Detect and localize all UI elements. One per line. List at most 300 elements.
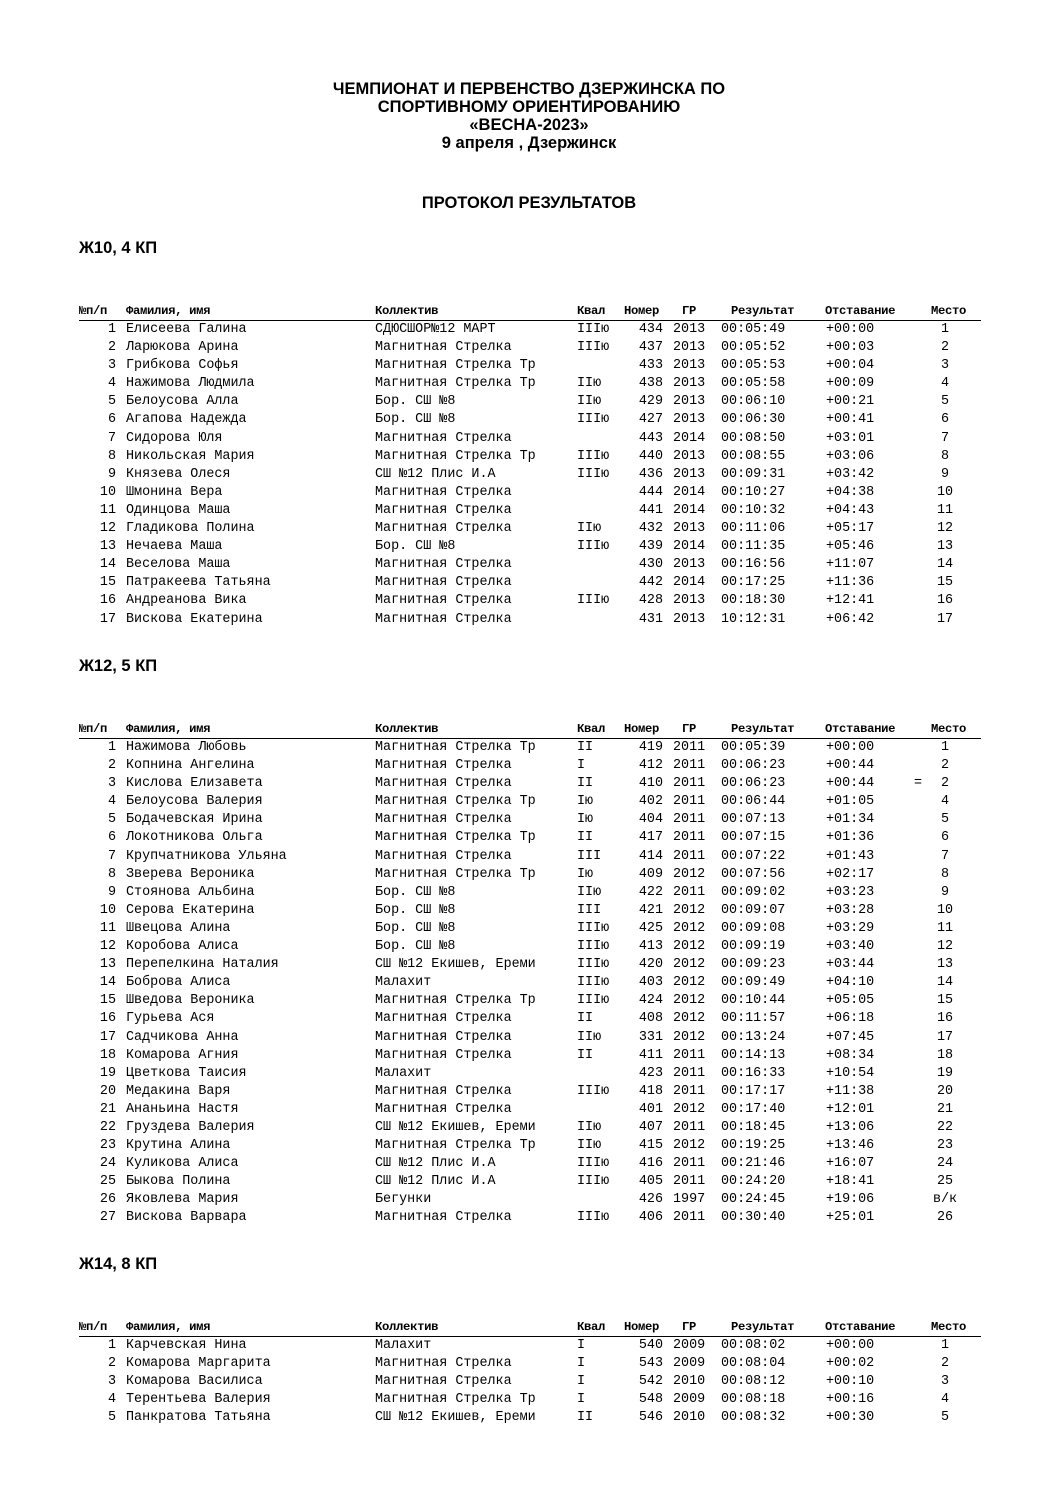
row-number: 25 — [99, 1174, 116, 1190]
time-behind: +01:34 — [826, 812, 875, 828]
club-name: Магнитная Стрелка Тр — [375, 1392, 536, 1408]
result-time: 00:17:25 — [721, 575, 786, 591]
bib-number: 434 — [638, 322, 663, 337]
header-club: Коллектив — [375, 304, 439, 318]
table-row — [79, 484, 981, 502]
time-behind: +03:28 — [826, 902, 875, 918]
header-behind: Отставание — [825, 304, 896, 318]
result-time: 00:07:15 — [721, 830, 786, 846]
athlete-name: Терентьева Валерия — [126, 1392, 271, 1408]
time-behind: +19:06 — [826, 1192, 875, 1208]
table-row — [79, 611, 981, 629]
bib-number: 438 — [638, 376, 663, 392]
bib-number: 418 — [638, 1083, 663, 1099]
qualification: IIю — [577, 376, 602, 392]
club-name: Малахит — [375, 975, 432, 991]
athlete-name: Агапова Надежда — [126, 412, 247, 428]
birth-year: 2013 — [673, 557, 706, 573]
qualification: IIIю — [577, 920, 610, 936]
bib-number: 433 — [638, 358, 663, 374]
place: 10 — [936, 484, 954, 500]
time-behind: +00:09 — [826, 376, 875, 392]
club-name: СШ №12 Плис И.А — [375, 1174, 496, 1190]
result-time: 00:05:58 — [721, 376, 786, 392]
club-name: Малахит — [375, 1065, 432, 1081]
birth-year: 2014 — [673, 430, 706, 446]
birth-year: 2011 — [673, 1119, 706, 1135]
athlete-name: Андреанова Вика — [126, 593, 247, 609]
athlete-name: Крупчатникова Ульяна — [126, 848, 287, 864]
row-number: 2 — [107, 1356, 116, 1372]
bib-number: 546 — [638, 1410, 663, 1426]
results-table — [79, 1319, 981, 1427]
header-result: Результат — [731, 722, 795, 736]
club-name: Магнитная Стрелка — [375, 1101, 512, 1117]
table-row — [79, 375, 981, 393]
club-name: Магнитная Стрелка Тр — [375, 794, 536, 810]
row-number: 16 — [99, 1011, 116, 1027]
athlete-name: Крутина Алина — [126, 1138, 231, 1154]
table-row — [79, 1083, 981, 1101]
result-time: 00:08:04 — [721, 1356, 786, 1372]
birth-year: 2011 — [673, 740, 706, 755]
row-number: 18 — [99, 1047, 116, 1063]
club-name: СШ №12 Екишев, Ереми — [375, 1410, 536, 1426]
header-bib: Номер — [624, 304, 660, 318]
result-time: 00:18:30 — [721, 593, 786, 609]
place: 1 — [940, 322, 950, 337]
row-number: 4 — [107, 1392, 116, 1408]
row-number: 26 — [99, 1192, 116, 1208]
result-time: 00:17:40 — [721, 1101, 786, 1117]
header-bib: Номер — [624, 722, 660, 736]
club-name: Бор. СШ №8 — [375, 412, 456, 428]
time-behind: +02:17 — [826, 866, 875, 882]
qualification: II — [577, 776, 594, 792]
club-name: Магнитная Стрелка — [375, 593, 512, 609]
athlete-name: Ларюкова Арина — [126, 340, 239, 356]
bib-number: 415 — [638, 1138, 663, 1154]
table-row — [79, 574, 981, 592]
result-time: 10:12:31 — [721, 611, 786, 627]
qualification: I — [577, 1392, 586, 1408]
athlete-name: Кислова Елизавета — [126, 776, 263, 792]
birth-year: 2011 — [673, 1047, 706, 1063]
row-number: 4 — [107, 376, 116, 392]
bib-number: 428 — [638, 593, 663, 609]
athlete-name: Сидорова Юля — [126, 430, 223, 446]
qualification: IIIю — [577, 939, 610, 955]
result-time: 00:08:02 — [721, 1338, 786, 1353]
birth-year: 2011 — [673, 794, 706, 810]
result-time: 00:07:22 — [721, 848, 786, 864]
place: 13 — [936, 957, 954, 973]
table-row — [79, 992, 981, 1010]
bib-number: 414 — [638, 848, 663, 864]
time-behind: +00:30 — [826, 1410, 875, 1426]
result-time: 00:08:55 — [721, 448, 786, 464]
athlete-name: Никольская Мария — [126, 448, 255, 464]
header-place: Место — [931, 304, 967, 318]
time-behind: +00:00 — [826, 1338, 875, 1353]
club-name: Магнитная Стрелка — [375, 1356, 512, 1372]
birth-year: 2013 — [673, 593, 706, 609]
row-number: 24 — [99, 1156, 116, 1172]
birth-year: 2013 — [673, 322, 706, 337]
club-name: Магнитная Стрелка — [375, 484, 512, 500]
result-time: 00:06:23 — [721, 758, 786, 774]
table-row — [79, 430, 981, 448]
table-row — [79, 520, 981, 538]
athlete-name: Патракеева Татьяна — [126, 575, 271, 591]
club-name: Магнитная Стрелка — [375, 812, 512, 828]
birth-year: 2011 — [673, 758, 706, 774]
club-name: Магнитная Стрелка — [375, 430, 512, 446]
athlete-name: Швецова Алина — [126, 920, 231, 936]
time-behind: +00:10 — [826, 1374, 875, 1390]
row-number: 11 — [99, 502, 116, 518]
athlete-name: Нажимова Людмила — [126, 376, 255, 392]
bib-number: 404 — [638, 812, 663, 828]
result-time: 00:17:17 — [721, 1083, 786, 1099]
group-title: Ж14, 8 КП — [79, 1255, 158, 1273]
qualification: I — [577, 758, 586, 774]
time-behind: +03:42 — [826, 466, 875, 482]
time-behind: +03:40 — [826, 939, 875, 955]
table-row — [79, 1173, 981, 1191]
birth-year: 2011 — [673, 848, 706, 864]
place: 12 — [936, 521, 954, 537]
row-number: 13 — [99, 957, 116, 973]
place: 18 — [936, 1047, 954, 1063]
bib-number: 410 — [638, 776, 663, 792]
birth-year: 2013 — [673, 448, 706, 464]
qualification: II — [577, 1047, 594, 1063]
time-behind: +11:36 — [826, 575, 875, 591]
result-time: 00:08:32 — [721, 1410, 786, 1426]
result-time: 00:24:20 — [721, 1174, 786, 1190]
time-behind: +06:42 — [826, 611, 875, 627]
club-name: Магнитная Стрелка — [375, 1083, 512, 1099]
bib-number: 413 — [638, 939, 663, 955]
qualification: Iю — [577, 866, 594, 882]
birth-year: 2012 — [673, 957, 706, 973]
table-row — [79, 974, 981, 992]
athlete-name: Комарова Агния — [126, 1047, 239, 1063]
header-year: ГР — [682, 1320, 697, 1334]
place: 8 — [940, 866, 950, 882]
athlete-name: Быкова Полина — [126, 1174, 231, 1190]
athlete-name: Боброва Алиса — [126, 975, 231, 991]
athlete-name: Белоусова Валерия — [126, 794, 263, 810]
table-row — [79, 1137, 981, 1155]
athlete-name: Елисеева Галина — [126, 322, 247, 337]
result-time: 00:05:39 — [721, 740, 786, 755]
athlete-name: Ананьина Настя — [126, 1101, 239, 1117]
result-time: 00:05:53 — [721, 358, 786, 374]
time-behind: +11:07 — [826, 557, 875, 573]
athlete-name: Князева Олеся — [126, 466, 231, 482]
birth-year: 2011 — [673, 812, 706, 828]
club-name: Малахит — [375, 1338, 432, 1353]
athlete-name: Гладикова Полина — [126, 521, 255, 537]
qualification: I — [577, 1374, 586, 1390]
birth-year: 2009 — [673, 1338, 706, 1353]
table-row — [79, 884, 981, 902]
table-row — [79, 902, 981, 920]
club-name: Магнитная Стрелка — [375, 1011, 512, 1027]
time-behind: +07:45 — [826, 1029, 875, 1045]
time-behind: +11:38 — [826, 1083, 875, 1099]
bib-number: 432 — [638, 521, 663, 537]
birth-year: 2011 — [673, 830, 706, 846]
birth-year: 2010 — [673, 1410, 706, 1426]
club-name: Бегунки — [375, 1192, 432, 1208]
table-row — [79, 1373, 981, 1391]
bib-number: 403 — [638, 975, 663, 991]
birth-year: 2014 — [673, 502, 706, 518]
row-number: 10 — [99, 902, 116, 918]
results-table — [79, 303, 981, 629]
time-behind: +13:06 — [826, 1119, 875, 1135]
result-time: 00:16:56 — [721, 557, 786, 573]
bib-number: 429 — [638, 394, 663, 410]
place: 2 — [940, 1356, 950, 1372]
place: 15 — [936, 575, 954, 591]
result-time: 00:08:50 — [721, 430, 786, 446]
place: 24 — [936, 1156, 954, 1172]
row-number: 15 — [99, 575, 116, 591]
place: 7 — [940, 430, 950, 446]
result-time: 00:06:10 — [721, 394, 786, 410]
bib-number: 430 — [638, 557, 663, 573]
header-result: Результат — [731, 304, 795, 318]
protocol-title: ПРОТОКОЛ РЕЗУЛЬТАТОВ — [421, 194, 637, 212]
athlete-name: Садчикова Анна — [126, 1029, 239, 1045]
athlete-name: Одинцова Маша — [126, 502, 231, 518]
birth-year: 2014 — [673, 539, 706, 555]
place: 17 — [936, 611, 954, 627]
bib-number: 440 — [638, 448, 663, 464]
place: 15 — [936, 993, 954, 1009]
club-name: Магнитная Стрелка Тр — [375, 993, 536, 1009]
table-row — [79, 1065, 981, 1083]
result-time: 00:09:23 — [721, 957, 786, 973]
time-behind: +00:44 — [826, 776, 875, 792]
athlete-name: Шведова Вероника — [126, 993, 255, 1009]
qualification: I — [577, 1338, 586, 1353]
row-number: 17 — [99, 611, 116, 627]
birth-year: 2013 — [673, 358, 706, 374]
result-time: 00:11:35 — [721, 539, 786, 555]
club-name: СШ №12 Плис И.А — [375, 1156, 496, 1172]
qualification: IIю — [577, 521, 602, 537]
athlete-name: Шмонина Вера — [126, 484, 223, 500]
time-behind: +00:16 — [826, 1392, 875, 1408]
table-row — [79, 321, 981, 339]
birth-year: 2011 — [673, 1083, 706, 1099]
result-time: 00:16:33 — [721, 1065, 786, 1081]
header-place: Место — [931, 722, 967, 736]
title-line: «ВЕСНА-2023» — [469, 116, 589, 134]
club-name: Бор. СШ №8 — [375, 920, 456, 936]
table-row — [79, 538, 981, 556]
bib-number: 431 — [638, 611, 663, 627]
athlete-name: Куликова Алиса — [126, 1156, 239, 1172]
row-number: 6 — [107, 830, 116, 846]
result-time: 00:06:44 — [721, 794, 786, 810]
qualification: IIю — [577, 394, 602, 410]
qualification: IIIю — [577, 466, 610, 482]
row-number: 16 — [99, 593, 116, 609]
club-name: СШ №12 Плис И.А — [375, 466, 496, 482]
result-time: 00:13:24 — [721, 1029, 786, 1045]
header-number: №п/п — [79, 304, 108, 318]
row-number: 23 — [99, 1138, 116, 1154]
bib-number: 439 — [638, 539, 663, 555]
qualification: IIIю — [577, 593, 610, 609]
time-behind: +00:02 — [826, 1356, 875, 1372]
table-header — [79, 1319, 981, 1337]
place: 19 — [936, 1065, 954, 1081]
club-name: Бор. СШ №8 — [375, 394, 456, 410]
bib-number: 422 — [638, 884, 663, 900]
group-title: Ж12, 5 КП — [79, 657, 158, 675]
qualification: IIIю — [577, 957, 610, 973]
time-behind: +00:21 — [826, 394, 875, 410]
bib-number: 543 — [638, 1356, 663, 1372]
time-behind: +00:03 — [826, 340, 875, 356]
time-behind: +00:04 — [826, 358, 875, 374]
row-number: 5 — [107, 1410, 116, 1426]
birth-year: 2013 — [673, 340, 706, 356]
bib-number: 402 — [638, 794, 663, 810]
result-time: 00:14:13 — [721, 1047, 786, 1063]
time-behind: +25:01 — [826, 1210, 875, 1226]
athlete-name: Копнина Ангелина — [126, 758, 255, 774]
place: 14 — [936, 557, 954, 573]
qualification: IIIю — [577, 322, 610, 337]
place: 13 — [936, 539, 954, 555]
birth-year: 2012 — [673, 975, 706, 991]
club-name: Магнитная Стрелка Тр — [375, 866, 536, 882]
header-name: Фамилия, имя — [126, 304, 211, 318]
place: 5 — [940, 812, 950, 828]
place: 26 — [936, 1210, 954, 1226]
time-behind: +08:34 — [826, 1047, 875, 1063]
athlete-name: Нечаева Маша — [126, 539, 223, 555]
qualification: III — [577, 902, 602, 918]
header-behind: Отставание — [825, 722, 896, 736]
club-name: СШ №12 Екишев, Ереми — [375, 1119, 536, 1135]
table-header — [79, 721, 981, 739]
athlete-name: Вискова Екатерина — [126, 611, 263, 627]
place: 23 — [936, 1138, 954, 1154]
header-qualification: Квал — [577, 1320, 606, 1334]
table-row — [79, 1155, 981, 1173]
row-number: 3 — [107, 358, 116, 374]
table-row — [79, 1010, 981, 1028]
time-behind: +00:41 — [826, 412, 875, 428]
place: 2 — [940, 340, 950, 356]
table-row — [79, 757, 981, 775]
birth-year: 2011 — [673, 884, 706, 900]
club-name: Магнитная Стрелка — [375, 1210, 512, 1226]
row-number: 8 — [107, 866, 116, 882]
header-name: Фамилия, имя — [126, 722, 211, 736]
header-result: Результат — [731, 1320, 795, 1334]
bib-number: 409 — [638, 866, 663, 882]
qualification: IIIю — [577, 975, 610, 991]
time-behind: +12:41 — [826, 593, 875, 609]
bib-number: 441 — [638, 502, 663, 518]
table-row — [79, 1409, 981, 1427]
table-row — [79, 920, 981, 938]
result-time: 00:05:49 — [721, 322, 786, 337]
table-row — [79, 1191, 981, 1209]
birth-year: 2012 — [673, 866, 706, 882]
header-bib: Номер — [624, 1320, 660, 1334]
time-behind: +00:00 — [826, 740, 875, 755]
bib-number: 405 — [638, 1174, 663, 1190]
qualification: I — [577, 1356, 586, 1372]
table-row — [79, 393, 981, 411]
table-row — [79, 1209, 981, 1227]
result-time: 00:10:27 — [721, 484, 786, 500]
place: 1 — [940, 1338, 950, 1353]
birth-year: 2011 — [673, 1174, 706, 1190]
birth-year: 2011 — [673, 776, 706, 792]
row-number: 9 — [107, 466, 116, 482]
birth-year: 2012 — [673, 902, 706, 918]
athlete-name: Гурьева Ася — [126, 1011, 215, 1027]
athlete-name: Медакина Варя — [126, 1083, 231, 1099]
row-number: 19 — [99, 1065, 116, 1081]
header-name: Фамилия, имя — [126, 1320, 211, 1334]
club-name: Бор. СШ №8 — [375, 884, 456, 900]
club-name: Магнитная Стрелка — [375, 340, 512, 356]
athlete-name: Нажимова Любовь — [126, 740, 247, 755]
bib-number: 442 — [638, 575, 663, 591]
place: 3 — [940, 358, 950, 374]
place: 1 — [940, 740, 950, 755]
place: 20 — [936, 1083, 954, 1099]
place: 7 — [940, 848, 950, 864]
place: 4 — [940, 1392, 950, 1408]
result-time: 00:10:32 — [721, 502, 786, 518]
qualification: IIю — [577, 884, 602, 900]
result-time: 00:07:56 — [721, 866, 786, 882]
athlete-name: Бодачевская Ирина — [126, 812, 263, 828]
table-row — [79, 1337, 981, 1355]
row-number: 3 — [107, 1374, 116, 1390]
bib-number: 401 — [638, 1101, 663, 1117]
row-number: 7 — [107, 848, 116, 864]
birth-year: 2012 — [673, 993, 706, 1009]
bib-number: 436 — [638, 466, 663, 482]
athlete-name: Локотникова Ольга — [126, 830, 263, 846]
row-number: 21 — [99, 1101, 116, 1117]
qualification: Iю — [577, 794, 594, 810]
result-time: 00:08:18 — [721, 1392, 786, 1408]
bib-number: 542 — [638, 1374, 663, 1390]
time-behind: +16:07 — [826, 1156, 875, 1172]
row-number: 2 — [107, 340, 116, 356]
place: 10 — [936, 902, 954, 918]
row-number: 12 — [99, 521, 116, 537]
row-number: 3 — [107, 776, 116, 792]
group-title: Ж10, 4 КП — [79, 239, 158, 257]
